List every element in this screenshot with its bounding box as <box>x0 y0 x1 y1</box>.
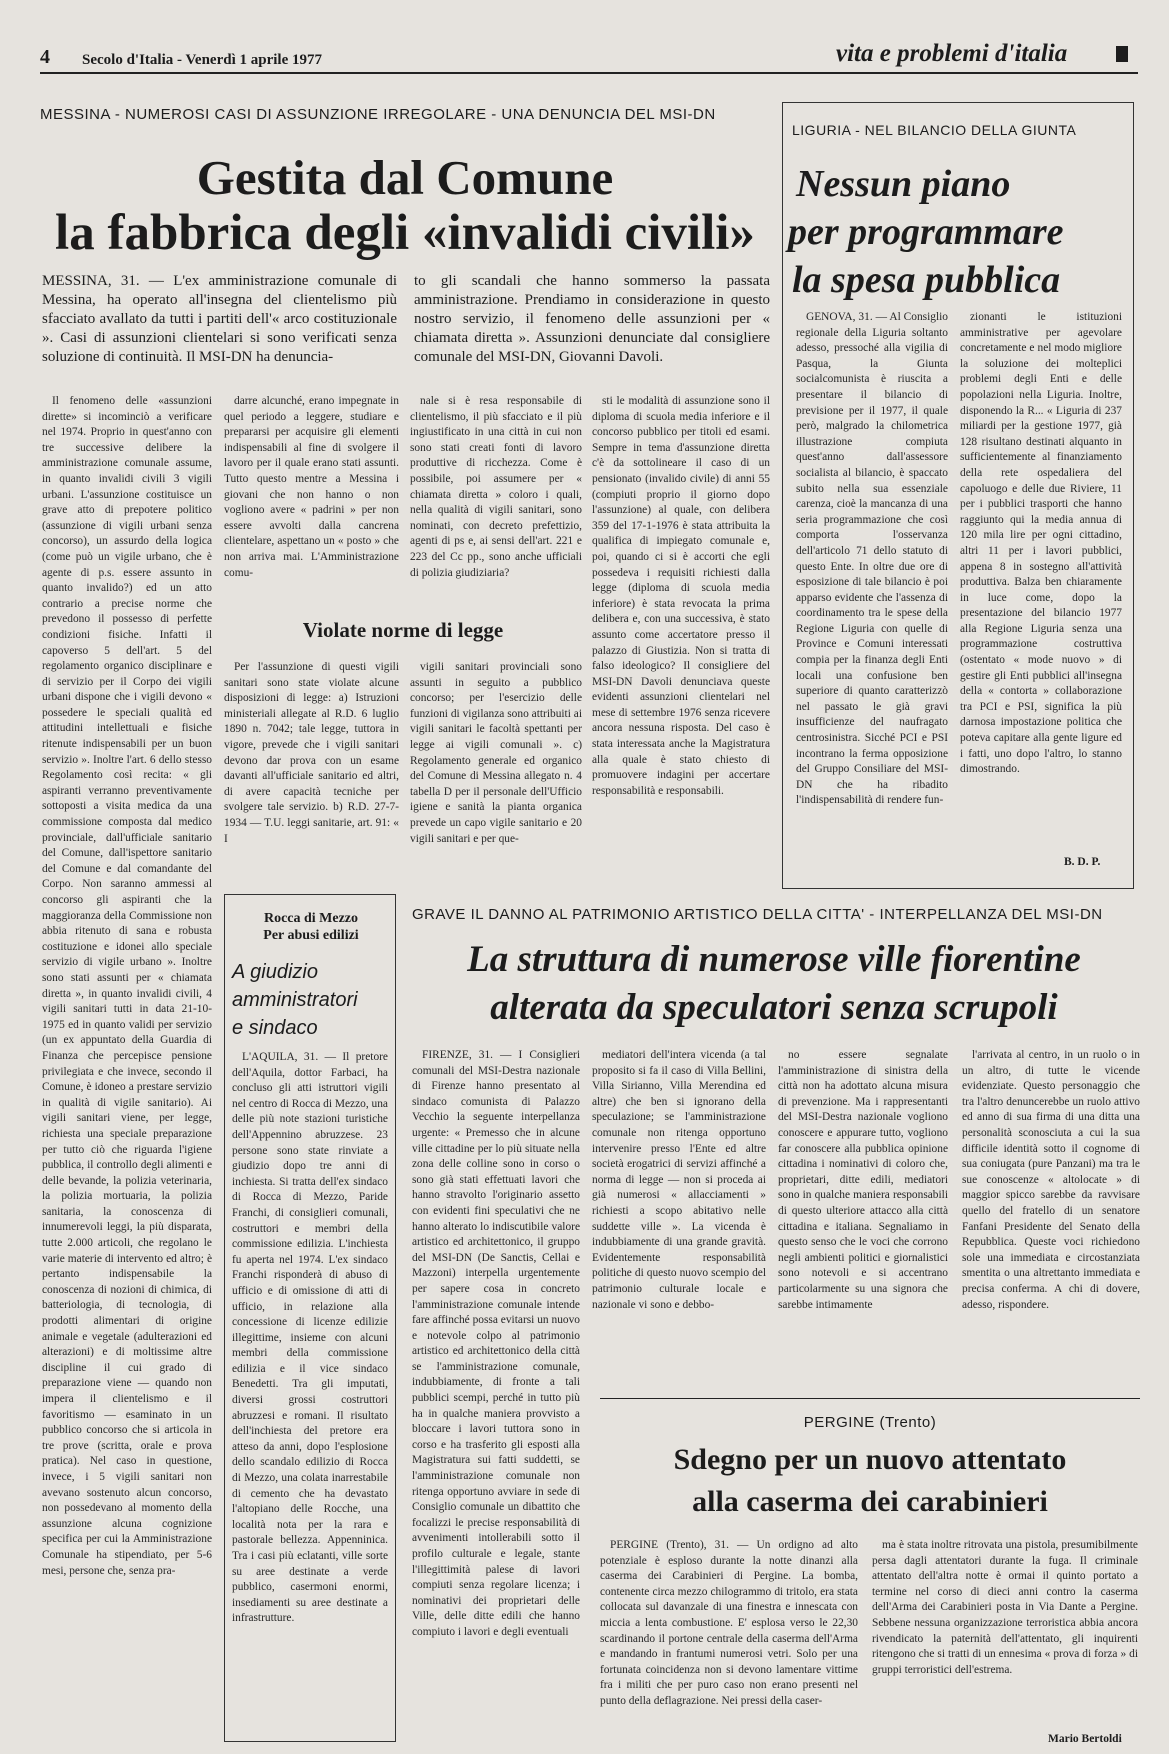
messina-subhead: Violate norme di legge <box>302 618 504 642</box>
firenze-kicker: GRAVE IL DANNO AL PATRIMONIO ARTISTICO DELLA CITTA' - INTERPELLANZA DEL MSI-DN <box>412 906 1103 923</box>
messina-headline-1: Gestita dal Comune <box>196 150 614 205</box>
messina-headline-2: la fabbrica degli «invalidi civili» <box>55 205 755 261</box>
aquila-headline-line-2: amministratori <box>232 989 358 1011</box>
pergine-kicker: PERGINE (Trento) <box>803 1414 937 1431</box>
pergine-rule <box>600 1398 1140 1399</box>
section-marker <box>1116 46 1128 62</box>
aquila-kicker-line-1: Rocca di Mezzo <box>263 911 359 926</box>
messina-lead-2: to gli scandali che hanno sommerso la passata amministrazione. Prendiamo in considerazione in questo nostro servizio, il fenomeno delle assunzioni per « chiamata diretta ». Assunzioni denunciate dal consigliere comunale del MSI-DN, Giovanni Davoli. <box>414 273 770 365</box>
section-title: vita e problemi d'italia <box>836 40 1068 67</box>
firenze-headline-2: alterata da speculatori senza scrupoli <box>490 987 1058 1028</box>
aquila-headline-line-1: A giudizio <box>232 961 318 983</box>
liguria-headline-line-2: per programmare <box>788 211 1064 253</box>
aquila-kicker-line-2: Per abusi edilizi <box>263 928 359 943</box>
messina-col-6: vigili sanitari provinciali sono assunti in seguito a pubblico concorso; per l'esercizio delle funzioni di vigilanza sono attribuiti ai vigili sanitari le facoltà spettanti per legge ai vigili comunali ». c) Regolamento generale ed organico del Comune di Messina allegato n. 4 tabella D per il personale dell'Ufficio igiene e sanità la pianta organica prevede un capo vigile sanitario e 20 vigili sanitari e per que- <box>410 661 582 845</box>
liguria-headline-line-1: Nessun piano <box>796 163 1011 205</box>
liguria-headline-line-3: la spesa pubblica <box>792 259 1061 301</box>
liguria-col-2: zionanti le istituzioni amministrative per agevolare concretamente e nel modo migliore la soluzione dei molteplici problemi degli Enti e delle popolazioni nella Liguria. Inoltre, disponendo la R... « Liguria di 237 miliardi per la gestione 1977, già 128 risultano destinati alquanto in sufficientemente al finanziamento della rete ospedaliera del capoluogo e delle due Riviere, 11 per i pubblici trasporti che hanno raggiunto qui la media annua di 120 mila lire per ogni cittadino, altri 11 per i lavori pubblici, appena 8 in sostegno all'attività produttiva. Balza ben chiaramente in luce come, dopo la presentazione del bilancio 1977 alla Regione Liguria senza una programmazione costruttiva (ostentato « mode nuovo » di gestire gli Enti pubblici all'insegna della « contorta » collaborazione tra PCI e PSI, significa la più darnosa impostazione politica che poteva capitare alla gente ligure ed i fatti, uno dopo l'altro, lo stanno dimostrando. <box>960 311 1122 776</box>
paper-date: Secolo d'Italia - Venerdì 1 aprile 1977 <box>82 52 322 68</box>
liguria-col-1: GENOVA, 31. — Al Consiglio regionale della Liguria soltanto adesso, pressoché alla vigilia di Pasqua, la Giunta socialcomunista è riuscita a presentare il bilancio di previsione per il 1977, il quale però, malgrado la chilometrica illustrazione compiuta quest'anno dall'assessore socialista al bilancio, è spaccato subito nella sua essenziale carenza, cioè la mancanza di una seria programmazione che così comporta l'osservanza dell'articolo 71 dello statuto di questo Ente. In oltre due ore di esposizione di tale bilancio è poi apparso evidente che l'assenza di coordinamento tra le spese della Regione Liguria con quelle di Province e Comuni interessati compia per la finanza degli Enti locali una confusione ben superiore di quanto caratterizzò nel passato le già gravi insufficienze del naufragato centrosinistra. Sicché PCI e PSI incontrano la ferma opposizione del Gruppo Consiliare del MSI-DN che ha ribadito l'indispensabilità di rendere fun- <box>796 311 948 807</box>
pergine-headline-2: alla caserma dei carabinieri <box>692 1485 1048 1518</box>
masthead-rule <box>40 72 1138 74</box>
messina-kicker: MESSINA - NUMEROSI CASI DI ASSUNZIONE IRREGOLARE - UNA DENUNCIA DEL MSI-DN <box>40 106 716 123</box>
pergine-col-2: ma è stata inoltre ritrovata una pistola, presumibilmente persa dagli attentatori durante la fuga. Il criminale attentato dell'altra notte è ormai il quinto portato a termine nel corso di dieci anni contro la caserma dell'Arma dei Carabinieri posta in Via Dante a Pergine. Sebbene nessuna organizzazione terroristica abbia ancora rivendicato la paternità dell'attentato, gli inquirenti ritengono che si tratti di un ennesima « prova di forza » di gruppi terroristici dell'estrema. <box>872 1539 1138 1676</box>
pergine-signature: Mario Bertoldi <box>1048 1733 1122 1745</box>
messina-col-5: Per l'assunzione di questi vigili sanitari sono state violate alcune disposizioni di legge: a) Istruzioni ministeriali allegate al R.D. 6 luglio 1890 n. 7042; tale legge, tuttora in vigore, prevede che i vigili sanitari devono dar prova con un esame davanti all'ufficiale sanitario ed altri, di avere capacità tecniche per svolgere tale servizio. b) R.D. 27-7-1934 — T.U. leggi sanitarie, art. 91: « I <box>224 661 399 845</box>
messina-lead-1: MESSINA, 31. — L'ex amministrazione comunale di Messina, ha operato all'insegna del clientelismo più sfacciato avallato da tutti i partiti dell'« arco costituzionale ». Casi di assunzioni clientelari si sono verificati senza soluzione di continuità. Il MSI-DN ha denuncia- <box>42 273 397 365</box>
firenze-col-3: no essere segnalate l'amministrazione di sinistra della città non ha adottato alcuna misura di prevenzione. Ma i rappresentanti del MSI-Destra nazionale vogliono conoscere e appurare tutto, vogliono far conoscere alla pubblica opinione cittadina i nominativi di coloro che, proprietari, ditte edili, mediatori sono in qualche maniera responsabili di questo ulteriore attacco alla città cittadina e italiana. Segnaliamo in questo senso che le voci che corrono negli ambienti politici e giornalistici sono notevoli e si accentrano particolarmente su una signora che sarebbe intimamente <box>778 1049 948 1311</box>
firenze-col-2: mediatori dell'intera vicenda (a tal proposito si fa il caso di Villa Bellini, Villa Sirianno, Villa Merendina ed altre) che ben si ignorano della speculazione; se l'amministrazione comunale non ritenga opportuno intervenire presso l'Ente ed altre società erogatrici di servizi affinché a norma di legge — non si proceda ai già numerosi « allacciamenti » richiesti a scopo abitativo nelle suddette ville ». La vicenda è indubbiamente di una grande gravità. Evidentemente responsabilità politiche di questo nuovo scempio del patrimonio culturale locale e nazionale vi sono e debbo- <box>592 1049 766 1311</box>
firenze-headline-1: La struttura di numerose ville fiorentine <box>467 939 1081 980</box>
aquila-headline-line-3: e sindaco <box>232 1017 318 1039</box>
liguria-kicker: LIGURIA - NEL BILANCIO DELLA GIUNTA <box>792 122 1077 138</box>
aquila-headline <box>232 958 390 1042</box>
pergine-headline-1: Sdegno per un nuovo attentato <box>673 1443 1067 1476</box>
messina-col-3: nale si è resa responsabile di clientelismo, il più sfacciato e il più ingiustificato in una città in cui non sono stati creati fonti di lavoro produttive di ricchezza. Come è possibile, poi assumere per « chiamata diretta » coloro i quali, nella qualità di vigili sanitari, sono nominati, con decreto prefettizio, agenti di ps e, ai sensi dell'art. 221 e 223 del Cc pp., sono anche ufficiali di polizia giudiziaria? <box>410 395 582 579</box>
liguria-signature: B. D. P. <box>1064 856 1101 868</box>
pergine-col-1: PERGINE (Trento), 31. — Un ordigno ad alto potenziale è esploso durante la notte dinanzi alla caserma dei Carabinieri di Pergine. La bomba, contenente circa mezzo chilogrammo di tritolo, era stata collocata sul davanzale di una finestra e innescata con miccia a lenta combustione. E' esplosa verso le 22,30 scardinando il portone centrale della caserma dell'Arma e mandando in frantumi numerosi vetri. Solo per una fortunata coincidenza non si devono lamentare vittime fra i militi che per puro caso non erano presenti nel punto della deflagrazione. Nei pressi della caser- <box>600 1539 858 1707</box>
messina-col-4: sti le modalità di assunzione sono il diploma di scuola media inferiore e il concorso pubblico per titoli ed esami. Sempre in tema d'assunzione diretta c'è da sottolineare il caso di un pensionato (invalido civile) di anni 55 (compiuti proprio il giorno dopo l'assunzione) al quale, con delibera 359 del 17-1-1976 è stata attribuita la qualifica di impiegato comunale e, poi, quando ci si è accorti che egli possedeva i requisiti richiesti dalla legge (diploma di scuola media inferiore) è stata revocata la prima delibera e, con una successiva, è stato assunto come accertatore presso il palazzo di Giustizia. Non si tratta di falso ideologico? Il consigliere del MSI-DN Davoli denunciava queste evidenti assunzioni clientelari nel mese di settembre 1976 senza ricevere ancora nessuna risposta. Del caso è stata interessata anche la Magistratura alla quale è stato chiesto di promuovere indagini per accertare responsabilità e responsabili. <box>592 395 770 797</box>
messina-col-2: darre alcunché, erano impegnate in quel periodo a leggere, studiare e prepararsi per acquisire gli elementi indispensabili al fine di svolgere il lavoro per il quale erano stati assunti. Tutto questo mentre a Messina i giovani che non hanno o non vogliono avere « padrini » per non essere avvolti dalla cancrena clientelare, aspettano un « posto » che non arriva mai. L'Amministrazione comu- <box>224 395 399 579</box>
page-number: 4 <box>40 46 50 68</box>
aquila-col-1: L'AQUILA, 31. — Il pretore dell'Aquila, dottor Farbaci, ha concluso gli atti istruttori vigili nel centro di Rocca di Mezzo, una delle più note stazioni turistiche dell'Appennino abruzzese. 23 persone sono state rinviate a giudizio dopo tre anni di inchiesta. Si tratta dell'ex sindaco di Rocca di Mezzo, Paride Franchi, di consiglieri comunali, costruttori e membri della commissione edilizia. L'inchiesta fu aperta nel 1974. L'ex sindaco Franchi risponderà di abuso di ufficio e di omissione di atti di ufficio, in relazione alla concessione di licenze edilizie illegittime, insieme con alcuni membri della commissione edilizia e il vice sindaco Benedetti. Tra gli imputati, diversi grossi costruttori abruzzesi e romani. Il risultato dell'inchiesta del pretore era atteso da anni, dopo l'esplosione dello scandalo edilizio di Rocca di Mezzo, una colata inarrestabile di cemento che ha devastato l'altopiano delle Rocche, una località nota per la rara e pastorale bellezza. Appenninica. Tra i casi più eclatanti, ville sorte su aree destinate a verde pubblico, casermoni enormi, insediamenti su aree destinate a infrastrutture. <box>232 1051 388 1625</box>
messina-col-1: Il fenomeno delle «assunzioni dirette» si incominciò a verificare nel 1974. Proprio in quest'anno con tre successive delibere la amministrazione comunale assume, in quanto invalidi civili 3 vigili urbani. L'assunzione costituisce un grave atto di prepotere politico (assunzione di vigili urbani senza concorso), un assurdo della logica (come può un vigile urbano, che è agente di p.s. essere assunto in quanto invalido?) ed un atto contrario a precise norme che prevedono il possesso di perfette condizioni fisiche. Infatti il capoverso 5 dell'art. 5 del regolamento organico disciplinare e di servizio per il Corpo dei vigili urbani dispone che i vigili devono « possedere le speciali qualità ed attitudini intellettuali e fisiche ritenute indispensabili per un buon servizio ». Inoltre l'art. 6 dello stesso Regolamento così recita: « gli aspiranti verranno preventivamente sottoposti a visita medica da una commissione composta dal medico provinciale, dall'ufficiale sanitario del Comune, dall'ispettore sanitario del Comune e dal comandante del Corpo. Non saranno ammessi al concorso gli aspiranti che la maggioranza della Commissione non abbia ritenuto di sana e robusta costituzione e idonei allo speciale servizio di vigile urbano ». Inoltre sono stati assunti per « chiamata diretta », in quanto invalidi civili, 4 vigili sanitari tutti in data 21-10-1975 ed in quanto validi per servizio (un ex appuntato della Guardia di Finanza che percepisce pensione privilegiata e che invece, secondo il Comune, è idoneo a prestare servizio in qualità di vigile sanitario). Ai vigili sanitari viene, per legge, richiesta una speciale preparazione per tutto ciò che riguarda l'igiene pubblica, il controllo degli alimenti e delle bevande, la polizia veterinaria, la polizia mortuaria, la polizia sanitaria, la conoscenza di innumerevoli leggi, la più disparata, tutte 2.000 articoli, che regolano le varie materie di intervento ed altro; è pertanto indispensabile la conoscenza di nozioni di chimica, di batteriologia, di tecnologia, di prodotti alimentari di origine animale e vegetale (adulterazioni ed alterazioni) e di moltissime altre discipline il cui grado di preparazione viene — quando non impera il clientelismo e il favoritismo — esaminato in un pubblico concorso che si articola in tre prove (scritta, orale e prova pratica). Nel caso in questione, invece, i 5 vigili sanitari non avevano sostenuto alcun concorso, non possedevano al momento della assunzione alcuna cognizione specifica per cui la Amministrazione Comunale ha stipendiato, per 5-6 mesi, persone che, senza pra- <box>42 395 212 1577</box>
aquila-kicker <box>232 910 390 944</box>
firenze-col-4: l'arrivata al centro, in un ruolo o in un altro, di tutte le vicende evidenziate. Questo personaggio che tra l'altro denuncerebbe un ruolo attivo ed anno di sua firma di una ditta una personalità sconosciuta a cui la sua difficile identità sotto il cognome di sua coniugata (pure Panzani) ma tra le sue conoscenze « altolocate » di maggior spicco sarebbe da ravvisare quello del fratello di un senatore Fanfani Presidente del Senato della Repubblica. Queste voci richiedono sole una immediata e circostanziata smentita o una altrettanto immediata e precisa conferma. A chi di dovere, adesso, rispondere. <box>962 1049 1140 1311</box>
firenze-col-1: FIRENZE, 31. — I Consiglieri comunali del MSI-Destra nazionale di Firenze hanno presentato al sindaco comunista di Palazzo Vecchio la seguente interpellanza urgente: « Premesso che in alcune ville cittadine per lo più situate nella zona delle colline sono in corso o sono già stati effettuati lavori che hanno stravolto l'originario assetto con evidenti fini speculativi che ne hanno alterato lo indiscutibile valore artistico ed architettonico, il gruppo del MSI-DN (De Sanctis, Cellai e Mazzoni) interpella urgentemente per sapere cosa in concreto l'amministrazione comunale intende fare affinché possa evitarsi un nuovo e notevole colpo al patrimonio artistico ed architettonico della città se l'amministrazione comunale, indubbiamente, di fronte a tali pubblici scempi, perché in tutto più ha in qualche maniera provvisto a bloccare i lavori tuttora sono in corso e ha trasferito gli esposti alla Magistratura sui fatti suddetti, se l'amministrazione comunale non ritenga opportuno avviare in sede di Consiglio comunale un dibattito che focalizzi le precise responsabilità di avvenimenti intollerabili sotto il profilo culturale e legale, stante l'illegittimità palese di lavori compiuti senza regolare licenza; i nominativi dei proprietari delle Ville, delle ditte edili che hanno compiuto i lavori e degli eventuali <box>412 1049 580 1638</box>
liguria-headline <box>788 160 1126 304</box>
